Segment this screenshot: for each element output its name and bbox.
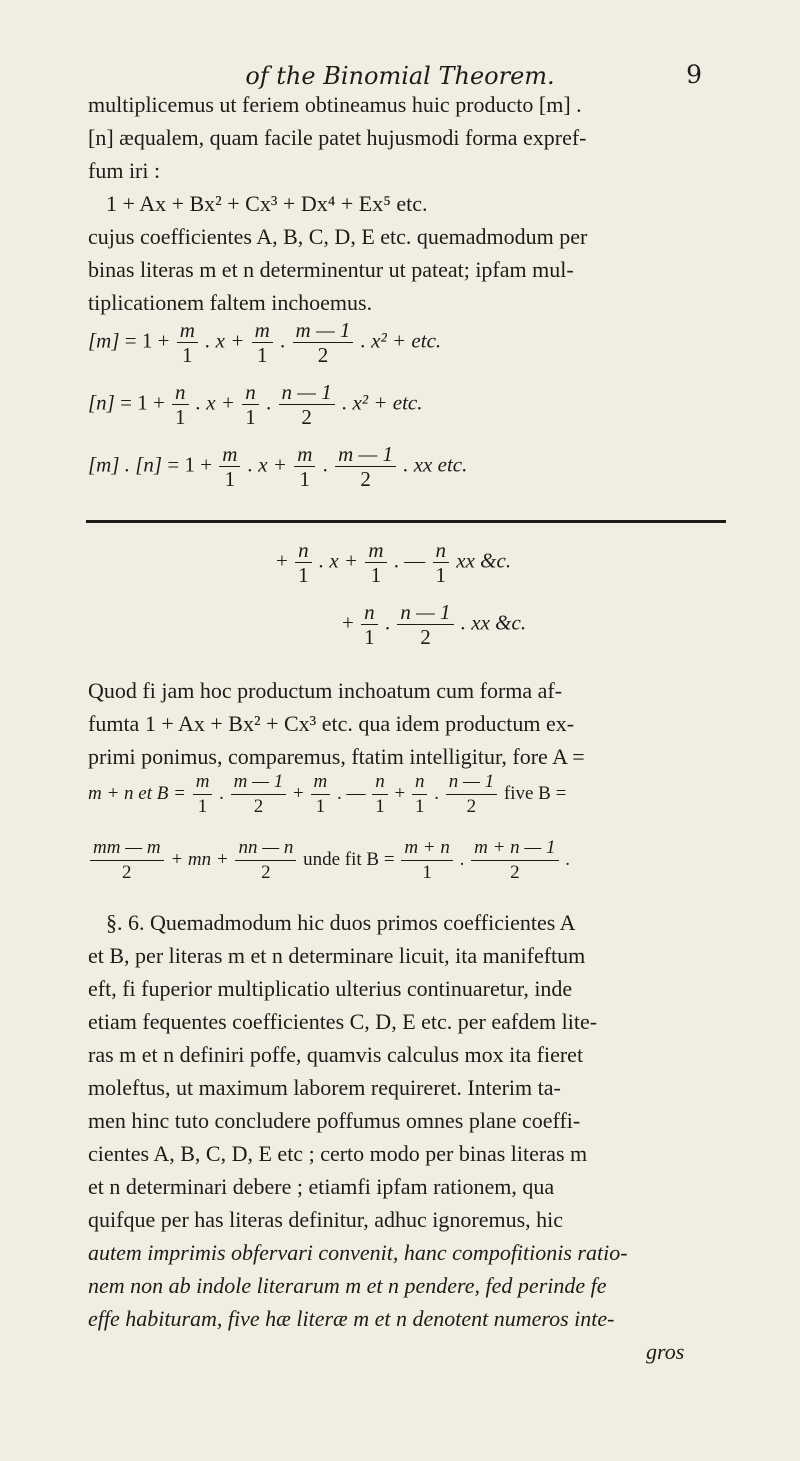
text-line: men hinc tuto concludere poffumus omnes plane coeffi-: [88, 1108, 581, 1133]
fraction: $\frac{n — 1}{2}$: [397, 600, 453, 649]
fraction: $\frac{m + n}{1}$: [401, 836, 453, 885]
fraction: $\frac{n — 1}{2}$: [446, 770, 497, 819]
fraction: $\frac{m}{1}$: [365, 538, 386, 587]
fraction: $\frac{m}{1}$: [311, 770, 331, 819]
text-line: cientes A, B, C, D, E etc ; certo modo per binas literas m: [88, 1141, 588, 1166]
fraction: $\frac{m — 1}{2}$: [231, 770, 287, 819]
coefficient-line-1: m + n et B = $\frac{m}{1}$ . $\frac{m — 1}{2}$ + $\frac{m}{1}$ . — $\frac{n}{1}$ + $\frac{n}{1}$ . $\frac{n — 1}{2}$ five B =: [88, 771, 567, 817]
text-line: cujus coefficientes A, B, C, D, E etc. quemadmodum per: [88, 224, 588, 249]
fraction: $\frac{nn — n}{2}$: [235, 836, 296, 885]
fraction: $\frac{n}{1}$: [295, 538, 312, 587]
page-number: 9: [686, 60, 702, 89]
fraction: $\frac{n}{1}$: [172, 380, 189, 429]
eq-sign: = 1 +: [124, 328, 170, 353]
text-line: et n determinari debere ; etiamfi ipfam rationem, qua: [88, 1174, 555, 1199]
eq-sign: = 1 +: [120, 390, 165, 415]
eq-sign: = 1 +: [167, 452, 213, 477]
text-line: multiplicemus ut feriem obtineamus huic producto [m] .: [88, 92, 582, 117]
product-line-1: + $\frac{n}{1}$ . x + $\frac{m}{1}$ . — $\frac{n}{1}$ xx &c.: [276, 538, 512, 587]
text-line: §. 6. Quemadmodum hic duos primos coefficientes A: [106, 910, 576, 935]
fraction: $\frac{m}{1}$: [294, 442, 315, 491]
eq-label: [m]: [88, 328, 120, 353]
text-line: binas literas m et n determinentur ut pateat; ipfam mul-: [88, 257, 574, 282]
eq-text: . x +: [195, 390, 236, 415]
text-line: tiplicationem faltem inchoemus.: [88, 290, 373, 315]
running-header: [0, 62, 800, 90]
eq-text: . xx etc.: [403, 452, 468, 477]
fraction: $\frac{n}{1}$: [372, 770, 388, 819]
text-line: nem non ab indole literarum m et n pendere, fed perinde fe: [88, 1273, 607, 1298]
fraction: $\frac{m}{1}$: [177, 318, 198, 367]
text-line: autem imprimis obfervari convenit, hanc compofitionis ratio-: [88, 1240, 628, 1265]
fraction: $\frac{m + n — 1}{2}$: [471, 836, 558, 885]
fraction: $\frac{m}{1}$: [219, 442, 240, 491]
divider-rule: [86, 520, 726, 523]
text-line: etiam fequentes coefficientes C, D, E etc. per eafdem lite-: [88, 1009, 598, 1034]
fraction: $\frac{mm — m}{2}$: [90, 836, 164, 885]
eq-text: . x² + etc.: [360, 328, 442, 353]
text-line: Quod fi jam hoc productum inchoatum cum forma af-: [88, 678, 563, 703]
equation-n: [n] = 1 + $\frac{n}{1}$ . x + $\frac{n}{1}$ . $\frac{n — 1}{2}$ . x² + etc.: [88, 380, 423, 429]
eq-text: . x +: [205, 328, 245, 353]
fraction: $\frac{m — 1}{2}$: [335, 442, 396, 491]
eq-text: . x +: [247, 452, 287, 477]
text-line: et B, per literas m et n determinare licuit, ita manifeftum: [88, 943, 586, 968]
fraction: $\frac{m}{1}$: [252, 318, 273, 367]
eq-text: . x² + etc.: [341, 390, 423, 415]
text-line: fumta 1 + Ax + Bx² + Cx³ etc. qua idem productum ex-: [88, 711, 575, 736]
eq-label: [m] . [n]: [88, 452, 163, 477]
coefficient-line-2: $\frac{mm — m}{2}$ + mn + $\frac{nn — n}{2}$ unde fit B = $\frac{m + n}{1}$ . $\frac{m + n — 1}{2}$ .: [88, 836, 570, 885]
fraction: $\frac{m}{1}$: [193, 770, 213, 819]
equation-m: [m] = 1 + $\frac{m}{1}$ . x + $\frac{m}{1}$ . $\frac{m — 1}{2}$ . x² + etc.: [88, 318, 442, 367]
fraction: $\frac{n}{1}$: [361, 600, 378, 649]
eq-label: [n]: [88, 390, 115, 415]
fraction: $\frac{n — 1}{2}$: [279, 380, 335, 429]
text-line: moleftus, ut maximum laborem requireret. Interim ta-: [88, 1075, 561, 1100]
text-line: fum iri :: [88, 158, 161, 183]
fraction: $\frac{n}{1}$: [242, 380, 259, 429]
equation-mn: [m] . [n] = 1 + $\frac{m}{1}$ . x + $\frac{m}{1}$ . $\frac{m — 1}{2}$ . xx etc.: [88, 442, 468, 491]
fraction: $\frac{m — 1}{2}$: [293, 318, 354, 367]
catchword: gros: [646, 1339, 685, 1364]
fraction: $\frac{n}{1}$: [433, 538, 450, 587]
text-line: primi ponimus, comparemus, ftatim intelligitur, fore A =: [88, 744, 585, 769]
text-line: eft, fi fuperior multiplicatio ulterius continuaretur, inde: [88, 976, 573, 1001]
text-line: ras m et n definiri poffe, quamvis calculus mox ita fieret: [88, 1042, 584, 1067]
text-line: quifque per has literas definitur, adhuc ignoremus, hic: [88, 1207, 564, 1232]
fraction: $\frac{n}{1}$: [412, 770, 428, 819]
text-line: [n] æqualem, quam facile patet hujusmodi forma expref-: [88, 125, 587, 150]
header-title: of the Binomial Theorem.: [245, 62, 555, 90]
series-formula: 1 + Ax + Bx² + Cx³ + Dx⁴ + Ex⁵ etc.: [106, 191, 428, 216]
text-line: effe habituram, five hæ literæ m et n denotent numeros inte-: [88, 1306, 615, 1331]
product-line-2: + $\frac{n}{1}$ . $\frac{n — 1}{2}$ . xx &c.: [342, 600, 527, 649]
